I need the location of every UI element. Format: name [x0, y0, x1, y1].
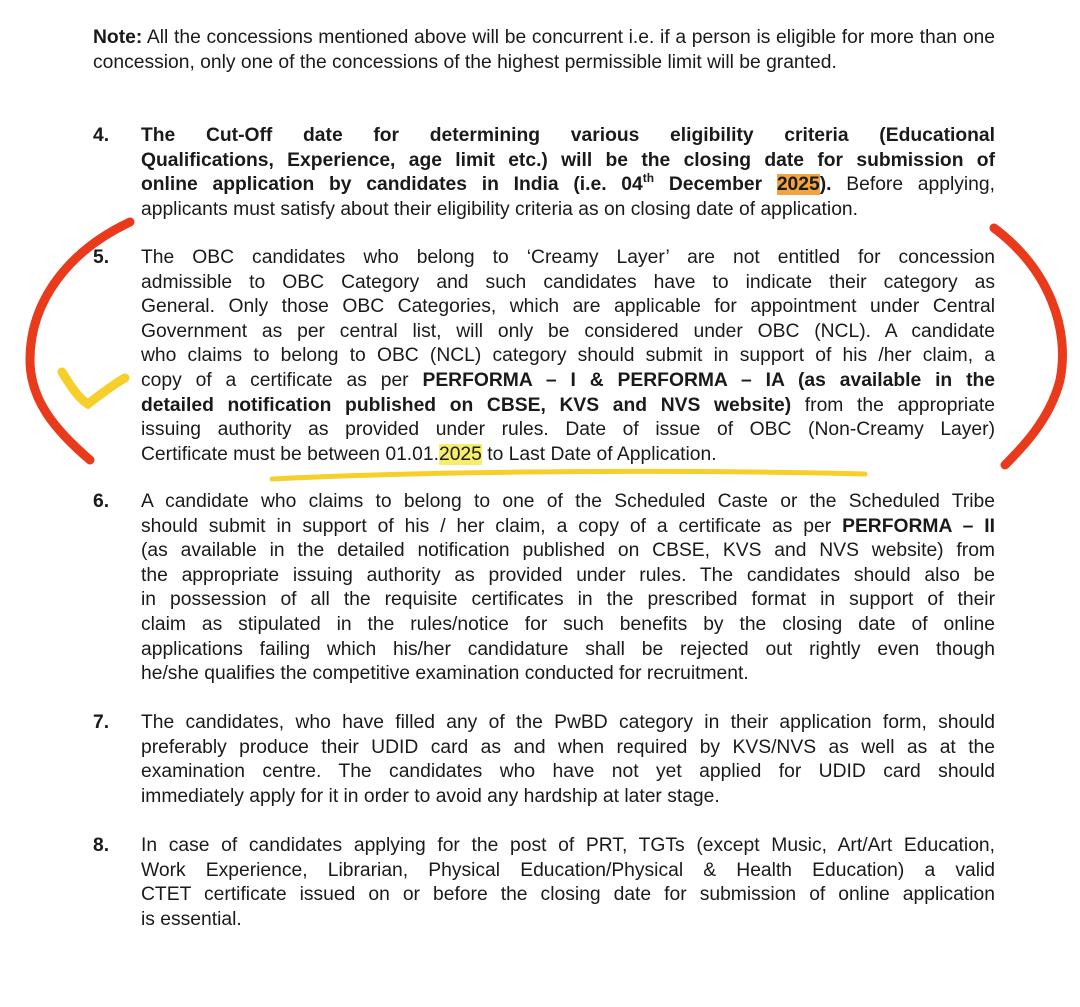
- item7-line-4: immediately apply for it in order to avoid any hardship at later stage.: [141, 785, 720, 807]
- item5-line-6b: PERFORMA – I & PERFORMA – IA (as available in the: [422, 369, 995, 391]
- item4-line-4: applicants must satisfy about their eligibility criteria as on closing date of application.: [141, 198, 858, 220]
- right-red-bracket: [994, 228, 1062, 465]
- note-line-3: granted.: [766, 51, 837, 73]
- item5-line-9: [141, 443, 995, 468]
- item5-line-8: issuing authority as provided under rules. Date of issue of OBC (Non-Creamy Layer): [141, 419, 995, 441]
- list-item-5: [93, 246, 995, 467]
- item8-line-2: Work Experience, Librarian, Physical Education/Physical & Health Education) a valid: [141, 859, 995, 881]
- note-label: Note:: [93, 27, 143, 48]
- item5-line-2: admissible to OBC Category and such candidates have to indicate their category as: [141, 271, 995, 293]
- list-item-6: [93, 490, 995, 687]
- yellow-underline: [272, 471, 865, 479]
- item4-line-1: The Cut-Off date for determining various eligibility criteria (Educational: [141, 125, 995, 146]
- item5-line-3: General. Only those OBC Categories, which are applicable for appointment under Central: [141, 296, 995, 318]
- item-body: [141, 246, 995, 467]
- item-number: 6.: [93, 491, 110, 512]
- item6-line-2: [141, 515, 995, 540]
- item6-line-3: (as available in the detailed notification published on CBSE, KVS and NVS website) from: [141, 540, 995, 562]
- note-paragraph: [93, 26, 995, 75]
- item-body: [141, 124, 995, 222]
- ordinal-suffix: th: [642, 171, 655, 186]
- item-number: 5.: [93, 247, 110, 268]
- item6-line-7: applications failing which his/her candidature shall be rejected out rightly even though: [141, 638, 995, 660]
- list-item-8: [93, 834, 995, 932]
- item5-line-9a: Certificate must be between 01.01.: [141, 443, 439, 465]
- note-line-1: All the concessions mentioned above will be concurrent i.e. if a person is eligible for more: [142, 27, 914, 48]
- item4-line-3c: ).: [819, 174, 832, 196]
- item5-line-7: [141, 394, 995, 419]
- item5-line-6: [141, 369, 995, 394]
- item-number: 4.: [93, 125, 110, 146]
- item4-line-3b: December: [654, 174, 777, 196]
- item-body: [141, 490, 995, 687]
- note-line-2: than one concession, only one of the concessions of the highest permissible limit will be: [93, 27, 995, 73]
- item5-line-7b: detailed notification published on CBSE, KVS and NVS website): [141, 394, 792, 416]
- item-body: [141, 711, 995, 809]
- item4-line-3d: Before applying,: [831, 174, 995, 196]
- item4-line-3: [141, 173, 995, 198]
- item6-line-6: claim as stipulated in the rules/notice for such benefits by the closing date of online: [141, 613, 995, 635]
- item8-line-4: is essential.: [141, 908, 242, 930]
- item-body: [141, 834, 995, 932]
- item6-line-2a: should submit in support of his / her claim, a copy of a certificate as per: [141, 515, 843, 537]
- item5-line-7c: from the appropriate: [791, 394, 995, 416]
- item7-line-3: examination centre. The candidates who have not yet applied for UDID card should: [141, 761, 995, 783]
- item6-line-5: in possession of all the requisite certificates in the prescribed format in support of their: [141, 589, 995, 611]
- item8-line-1: In case of candidates applying for the post of PRT, TGTs (except Music, Art/Art Education,: [141, 835, 995, 856]
- item-number: 8.: [93, 835, 110, 856]
- item5-line-9b: to Last Date of Application.: [481, 443, 717, 465]
- item6-line-1: A candidate who claims to belong to one of the Scheduled Caste or the Scheduled Tribe: [141, 491, 995, 512]
- item5-line-4: Government as per central list, will only be considered under OBC (NCL). A candidate: [141, 320, 995, 342]
- list-item-4: [93, 124, 995, 222]
- item4-line-3a: online application by candidates in India (i.e. 04: [141, 174, 643, 196]
- highlighted-year: 2025: [776, 174, 820, 196]
- list-item-7: [93, 711, 995, 809]
- item5-line-5: who claims to belong to OBC (NCL) category should submit in support of his /her claim, a: [141, 345, 995, 367]
- item5-line-1: The OBC candidates who belong to ‘Creamy Layer’ are not entitled for concession: [141, 247, 995, 268]
- item5-line-6a: copy of a certificate as per: [141, 369, 423, 391]
- item6-line-4: the appropriate issuing authority as provided under rules. The candidates should also be: [141, 564, 995, 586]
- item8-line-3: CTET certificate issued on or before the closing date for submission of online application: [141, 884, 995, 906]
- item6-line-8: he/she qualifies the competitive examination conducted for recruitment.: [141, 663, 749, 685]
- item7-line-1: The candidates, who have filled any of the PwBD category in their application form, should: [141, 712, 995, 733]
- item-number: 7.: [93, 712, 110, 733]
- item6-line-2b: PERFORMA – II: [842, 515, 995, 537]
- item4-line-2: Qualifications, Experience, age limit etc.) will be the closing date for submission of: [141, 149, 995, 171]
- item7-line-2: preferably produce their UDID card as and when required by KVS/NVS as well as at the: [141, 736, 995, 758]
- highlighted-year: 2025: [438, 443, 482, 465]
